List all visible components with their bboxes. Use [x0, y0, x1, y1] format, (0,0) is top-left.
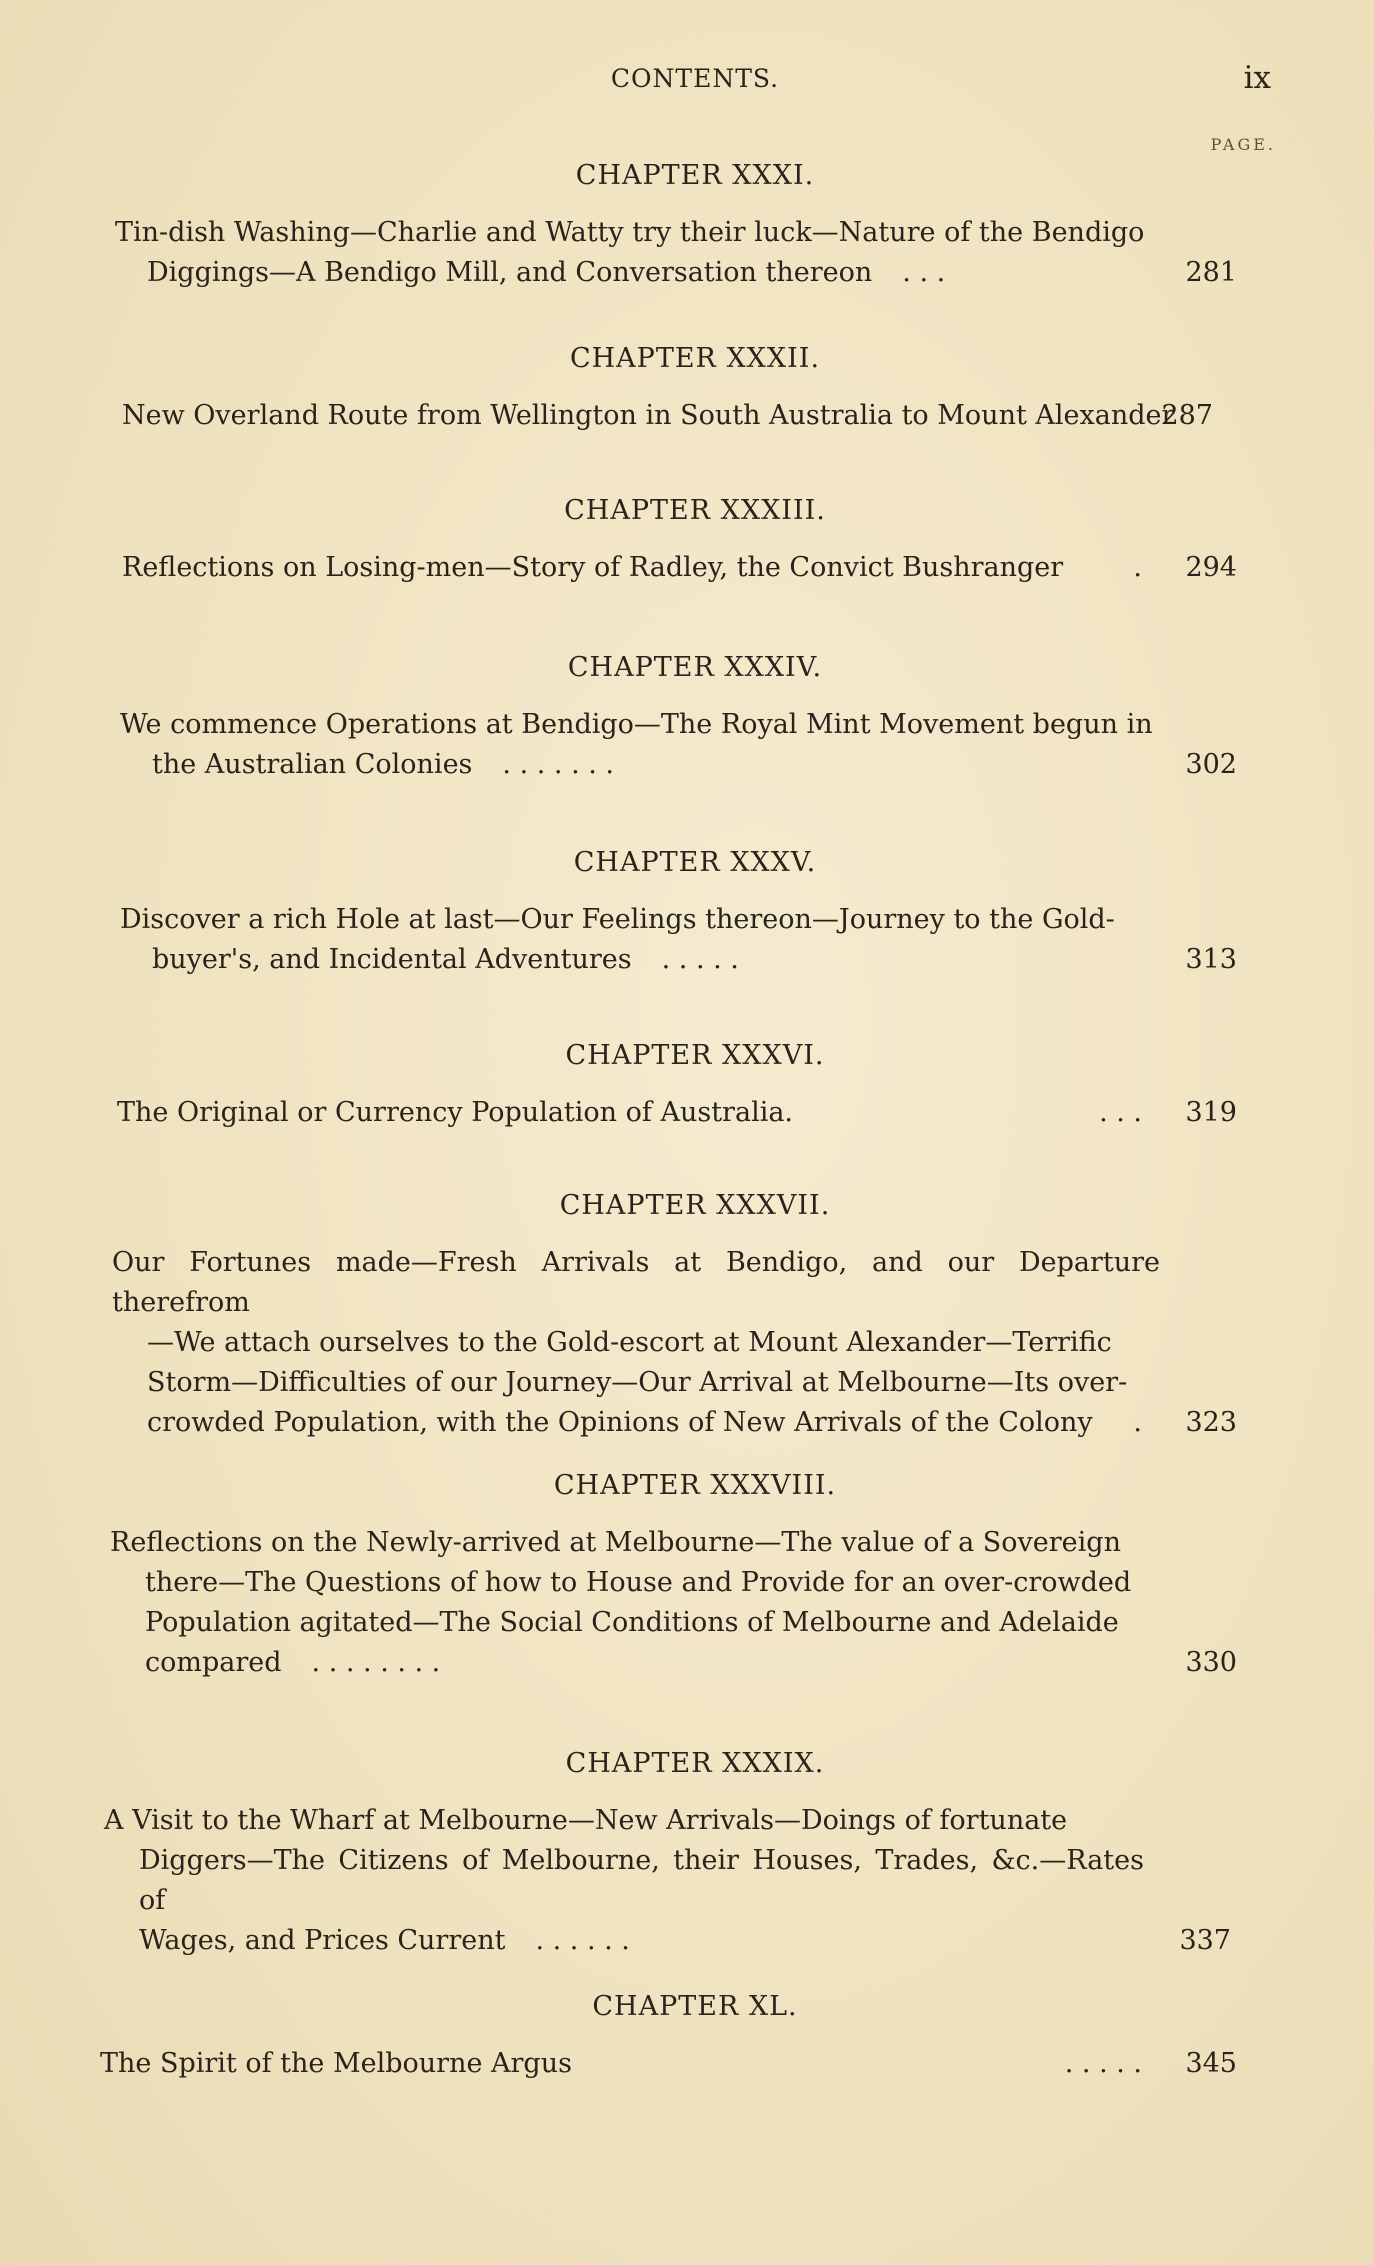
- chapter-heading: CHAPTER XXXV.: [573, 847, 817, 878]
- summary-last-line: [117, 1093, 1237, 1133]
- summary-last-line: [115, 253, 1237, 293]
- page-number: 302: [1185, 749, 1237, 780]
- page-number: 319: [1185, 1097, 1237, 1128]
- chapter-summary: [0, 548, 1374, 588]
- dot-leaders: . . . . . . . .: [311, 1647, 441, 1678]
- summary-line: compared: [145, 1647, 282, 1678]
- chapter-entry: [0, 343, 1374, 436]
- summary-line: there—The Questions of how to House and Provide for an over-crowded: [145, 1567, 1132, 1598]
- chapter-entry: [0, 652, 1374, 785]
- summary-last-line: [112, 1403, 1237, 1443]
- summary-line: Tin-dish Washing—Charlie and Watty try their luck—Nature of the Bendigo: [115, 217, 1145, 248]
- chapter-heading: CHAPTER XL.: [592, 1991, 798, 2022]
- page-number: 313: [1185, 944, 1237, 975]
- summary-line: Storm—Difficulties of our Journey—Our Arrival at Melbourne—Its over-: [147, 1367, 1128, 1398]
- chapter-heading: CHAPTER XXXIX.: [565, 1748, 825, 1779]
- chapter-summary: [0, 396, 1374, 436]
- chapter-heading: CHAPTER XXXI.: [575, 160, 815, 191]
- chapter-heading: CHAPTER XXXVI.: [565, 1040, 825, 1071]
- summary-line: Population agitated—The Social Conditions of Melbourne and Adelaide: [145, 1607, 1119, 1638]
- summary-line: —We attach ourselves to the Gold-escort at Mount Alexander—Terrific: [147, 1327, 1112, 1358]
- page-number: 330: [1185, 1647, 1237, 1678]
- summary-line: New Overland Route from Wellington in South Australia to Mount Alexander: [122, 400, 1175, 431]
- chapter-heading: CHAPTER XXXVII.: [559, 1190, 831, 1221]
- summary-last-line: [104, 1921, 1231, 1961]
- chapter-entry: [0, 160, 1374, 293]
- summary-last-line: [110, 1643, 1237, 1683]
- dot-leaders: . . .: [902, 257, 946, 288]
- chapter-entry: [0, 1190, 1374, 1443]
- summary-last-line: [122, 396, 1213, 436]
- chapter-entry: [0, 847, 1374, 980]
- dot-leaders: . . . . .: [661, 944, 739, 975]
- summary-last-line: [122, 548, 1237, 588]
- page-number: 337: [1179, 1925, 1231, 1956]
- chapter-summary: [0, 1243, 1374, 1443]
- chapter-summary: [0, 1523, 1374, 1683]
- summary-line: Discover a rich Hole at last—Our Feelings thereon—Journey to the Gold-: [120, 904, 1115, 935]
- chapter-summary: [0, 900, 1374, 980]
- dot-leaders: . . . . . . .: [502, 749, 614, 780]
- dot-leaders: . . . . . .: [535, 1925, 630, 1956]
- chapter-entry: [0, 1040, 1374, 1133]
- summary-line: Diggers—The Citizens of Melbourne, their Houses, Trades, &c.—Rates of: [139, 1845, 1144, 1916]
- chapter-heading: CHAPTER XXXIV.: [567, 652, 823, 683]
- chapter-entry: [0, 1991, 1374, 2084]
- chapter-heading: CHAPTER XXXIII.: [564, 495, 826, 526]
- chapter-summary: [0, 2044, 1374, 2084]
- summary-line: Reflections on Losing-men—Story of Radley, the Convict Bushranger: [122, 552, 1064, 583]
- summary-line: buyer's, and Incidental Adventures: [152, 944, 632, 975]
- summary-line: The Original or Currency Population of Australia.: [117, 1097, 794, 1128]
- chapter-summary: [0, 1093, 1374, 1133]
- summary-line: crowded Population, with the Opinions of New Arrivals of the Colony: [147, 1407, 1093, 1438]
- chapter-summary: [0, 213, 1374, 293]
- page-number: 345: [1185, 2048, 1237, 2079]
- chapter-summary: [0, 1801, 1374, 1961]
- summary-last-line: [120, 940, 1237, 980]
- running-title: CONTENTS.: [610, 64, 780, 93]
- summary-line: A Visit to the Wharf at Melbourne—New Arrivals—Doings of fortunate: [104, 1805, 1068, 1836]
- page-number: 294: [1185, 552, 1237, 583]
- dot-leaders: .: [1133, 552, 1142, 583]
- page-number: 281: [1185, 257, 1237, 288]
- chapter-entry: [0, 1748, 1374, 1961]
- summary-line: Reflections on the Newly-arrived at Melbourne—The value of a Sovereign: [110, 1527, 1121, 1558]
- dot-leaders: . . . . .: [1064, 2048, 1142, 2079]
- dot-leaders: . . .: [1099, 1097, 1142, 1128]
- dot-leaders: .: [1133, 1407, 1142, 1438]
- summary-line: The Spirit of the Melbourne Argus: [100, 2048, 572, 2079]
- chapter-heading: CHAPTER XXXVIII.: [553, 1470, 837, 1501]
- summary-last-line: [120, 745, 1237, 785]
- page-folio: ix: [1243, 60, 1271, 96]
- chapter-heading: CHAPTER XXXII.: [569, 343, 821, 374]
- page-column-label: PAGE.: [1210, 135, 1276, 154]
- chapter-summary: [0, 705, 1374, 785]
- summary-line: Our Fortunes made—Fresh Arrivals at Bendigo, and our Departure therefrom: [112, 1247, 1160, 1318]
- summary-line: Wages, and Prices Current: [139, 1925, 506, 1956]
- chapter-entry: [0, 495, 1374, 588]
- summary-line: We commence Operations at Bendigo—The Royal Mint Movement begun in: [120, 709, 1153, 740]
- chapter-entry: [0, 1470, 1374, 1683]
- summary-line: Diggings—A Bendigo Mill, and Conversation thereon: [147, 257, 873, 288]
- running-head: [0, 60, 1374, 100]
- page-number: 323: [1185, 1407, 1237, 1438]
- summary-line: the Australian Colonies: [152, 749, 473, 780]
- summary-last-line: [100, 2044, 1237, 2084]
- page-number: 287: [1161, 400, 1213, 431]
